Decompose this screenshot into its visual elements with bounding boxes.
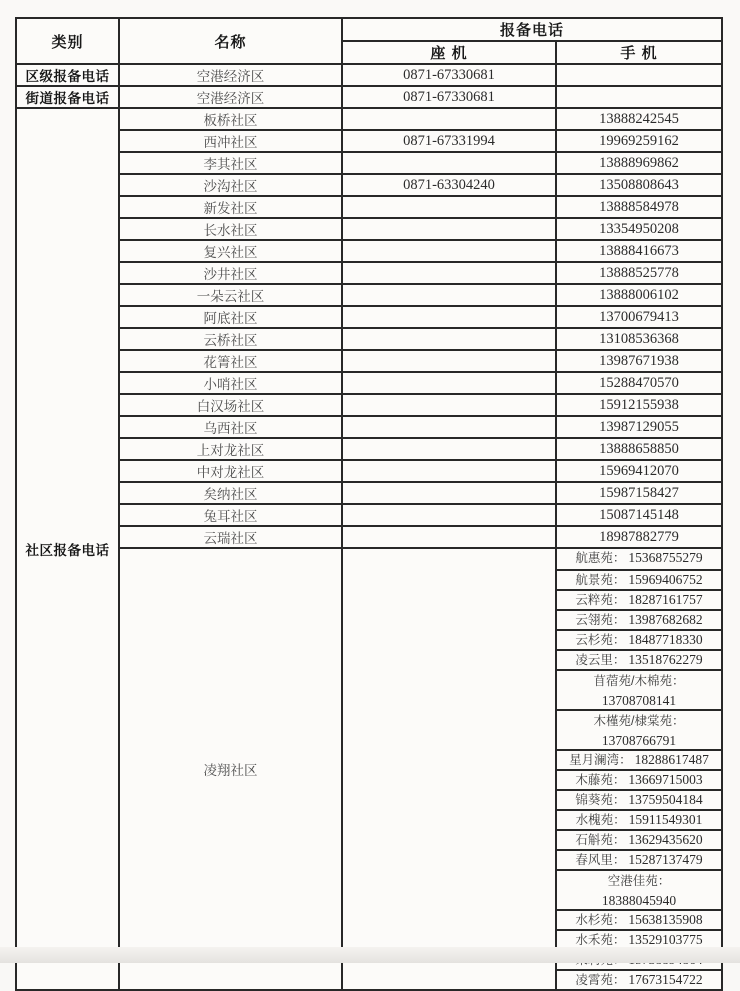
landline-cell (342, 262, 556, 284)
name-cell: 云瑞社区 (119, 526, 342, 548)
estate-name-label: 水禾苑： (575, 933, 626, 947)
estate-entry (557, 629, 721, 649)
table-row (16, 240, 722, 262)
name-cell: 白汉场社区 (119, 394, 342, 416)
mobile-cell: 13700679413 (556, 306, 722, 328)
name-cell: 长水社区 (119, 218, 342, 240)
header-name: 名称 (119, 18, 342, 64)
landline-cell (342, 504, 556, 526)
name-cell: 阿底社区 (119, 306, 342, 328)
estate-phone-number: 13708766791 (601, 733, 677, 748)
estate-entry (557, 769, 721, 789)
table-row (16, 394, 722, 416)
table-row (16, 218, 722, 240)
header-row-1 (16, 18, 722, 41)
table-row (16, 306, 722, 328)
table-row (16, 174, 722, 196)
landline-cell (342, 284, 556, 306)
landline-cell (342, 526, 556, 548)
name-cell: 新发社区 (119, 196, 342, 218)
name-cell: 空港经济区 (119, 86, 342, 108)
estate-phone-number: 18487718330 (628, 632, 703, 647)
name-cell: 小哨社区 (119, 372, 342, 394)
header-phone: 报备电话 (342, 18, 722, 41)
estate-name-label: 水杉苑： (575, 913, 626, 927)
estate-phone-number: 13518762279 (628, 652, 703, 667)
estate-name-label: 木槿苑/棣棠苑： (593, 714, 685, 728)
table-body (16, 64, 722, 990)
name-cell: 西冲社区 (119, 130, 342, 152)
name-cell: 凌翔社区 (119, 548, 342, 990)
name-cell: 云桥社区 (119, 328, 342, 350)
name-cell: 复兴社区 (119, 240, 342, 262)
landline-cell (342, 460, 556, 482)
estate-entry (557, 589, 721, 609)
estate-entry (557, 709, 721, 749)
mobile-cell: 15288470570 (556, 372, 722, 394)
landline-cell: 0871-67330681 (342, 86, 556, 108)
landline-cell (342, 218, 556, 240)
estate-phone-number: 18288617487 (634, 752, 709, 767)
landline-cell: 0871-63304240 (342, 174, 556, 196)
estate-entry (557, 649, 721, 669)
table-row (16, 350, 722, 372)
name-cell: 兔耳社区 (119, 504, 342, 526)
estate-name-label: 航景苑： (575, 573, 626, 587)
name-cell: 沙井社区 (119, 262, 342, 284)
estate-entry (557, 569, 721, 589)
mobile-cell: 13888969862 (556, 152, 722, 174)
estate-entry (557, 809, 721, 829)
report-phone-table (15, 17, 723, 991)
estate-phone-number: 18287161757 (628, 592, 703, 607)
estate-phone-number: 15287137479 (628, 852, 703, 867)
mobile-cell: 15912155938 (556, 394, 722, 416)
name-cell: 李其社区 (119, 152, 342, 174)
estate-phone-number: 17673154722 (628, 972, 703, 987)
estate-phone-number: 15911549301 (628, 812, 703, 827)
estate-name-label: 锦葵苑： (575, 793, 626, 807)
name-cell: 一朵云社区 (119, 284, 342, 306)
estate-phone-number: 15638135908 (628, 912, 703, 927)
estate-name-label: 星月澜湾： (569, 753, 632, 767)
landline-cell (342, 196, 556, 218)
estate-entry (557, 549, 721, 569)
name-cell: 花箐社区 (119, 350, 342, 372)
estate-name-label: 航惠苑： (575, 551, 626, 565)
estate-entry (557, 909, 721, 929)
estate-name-label: 凌云里： (575, 653, 626, 667)
name-cell: 乌西社区 (119, 416, 342, 438)
estate-name-label: 云粹苑： (575, 593, 626, 607)
mobile-cell: 13888416673 (556, 240, 722, 262)
mobile-cell: 18987882779 (556, 526, 722, 548)
name-cell: 沙沟社区 (119, 174, 342, 196)
table-row-lingxiang (16, 548, 722, 990)
table-row (16, 86, 722, 108)
table-header (16, 18, 722, 64)
estate-entry (557, 789, 721, 809)
mobile-cell: 13888658850 (556, 438, 722, 460)
header-mobile: 手 机 (556, 41, 722, 64)
table-row (16, 438, 722, 460)
table-row (16, 108, 722, 130)
estate-phone-number: 13629435620 (628, 832, 703, 847)
estate-name-label: 石斛苑： (575, 833, 626, 847)
table-row (16, 262, 722, 284)
landline-cell: 0871-67330681 (342, 64, 556, 86)
estate-name-label: 水槐苑： (575, 813, 626, 827)
landline-cell (342, 328, 556, 350)
estate-name-label: 春风里： (575, 853, 626, 867)
category-cell: 社区报备电话 (16, 108, 119, 990)
estate-entry (557, 669, 721, 709)
mobile-cell: 13508808643 (556, 174, 722, 196)
table-row (16, 196, 722, 218)
landline-cell: 0871-67331994 (342, 130, 556, 152)
landline-cell (342, 548, 556, 990)
estate-entry (557, 869, 721, 909)
estate-phone-number: 13708708141 (601, 693, 677, 708)
estate-entry (557, 829, 721, 849)
landline-cell (342, 350, 556, 372)
landline-cell (342, 394, 556, 416)
mobile-cell (556, 86, 722, 108)
name-cell: 空港经济区 (119, 64, 342, 86)
table-row (16, 130, 722, 152)
estate-name-label: 云翎苑： (575, 613, 626, 627)
mobile-cell: 13888584978 (556, 196, 722, 218)
estate-phone-number: 18388045940 (601, 893, 677, 908)
name-cell: 中对龙社区 (119, 460, 342, 482)
table-row (16, 328, 722, 350)
header-landline: 座 机 (342, 41, 556, 64)
table-row (16, 152, 722, 174)
mobile-cell: 15987158427 (556, 482, 722, 504)
estate-phone-number: 13669715003 (628, 772, 703, 787)
name-cell: 板桥社区 (119, 108, 342, 130)
mobile-cell: 13888006102 (556, 284, 722, 306)
estate-entry (557, 849, 721, 869)
estate-phone-number: 13759504184 (628, 792, 703, 807)
mobile-cell: 13888242545 (556, 108, 722, 130)
estate-entry (557, 969, 721, 989)
estate-name-label: 空港佳苑： (607, 874, 671, 888)
table-row (16, 504, 722, 526)
mobile-cell: 13108536368 (556, 328, 722, 350)
estate-entry (557, 749, 721, 769)
table-row (16, 460, 722, 482)
mobile-cell: 13354950208 (556, 218, 722, 240)
table-row (16, 416, 722, 438)
page-bottom-shadow (0, 947, 740, 963)
mobile-cell (556, 64, 722, 86)
mobile-cell: 13987129055 (556, 416, 722, 438)
category-cell: 街道报备电话 (16, 86, 119, 108)
estate-phone-number: 15969406752 (628, 572, 703, 587)
mobile-cell: 15087145148 (556, 504, 722, 526)
landline-cell (342, 416, 556, 438)
landline-cell (342, 108, 556, 130)
estate-entry (557, 929, 721, 949)
mobile-cell: 19969259162 (556, 130, 722, 152)
category-cell: 区级报备电话 (16, 64, 119, 86)
estate-phone-number: 13529103775 (628, 932, 703, 947)
header-category: 类别 (16, 18, 119, 64)
name-cell: 上对龙社区 (119, 438, 342, 460)
table-row (16, 526, 722, 548)
mobile-cell: 15969412070 (556, 460, 722, 482)
mobile-cell: 13987671938 (556, 350, 722, 372)
estate-name-label: 云杉苑： (575, 633, 626, 647)
table-row (16, 372, 722, 394)
estate-name-label: 苜蓿苑/木棉苑： (593, 674, 685, 688)
mobile-cell: 13888525778 (556, 262, 722, 284)
estate-phone-number: 15368755279 (628, 550, 703, 565)
landline-cell (342, 438, 556, 460)
landline-cell (342, 306, 556, 328)
landline-cell (342, 152, 556, 174)
name-cell: 矣纳社区 (119, 482, 342, 504)
table-row (16, 482, 722, 504)
table-row (16, 284, 722, 306)
estate-name-label: 木藤苑： (575, 773, 626, 787)
estate-phone-number: 13987682682 (628, 612, 703, 627)
landline-cell (342, 240, 556, 262)
estate-name-label: 凌霄苑： (575, 973, 626, 987)
estate-entry (557, 609, 721, 629)
landline-cell (342, 372, 556, 394)
mobile-estates-cell (556, 548, 722, 990)
landline-cell (342, 482, 556, 504)
table-row (16, 64, 722, 86)
